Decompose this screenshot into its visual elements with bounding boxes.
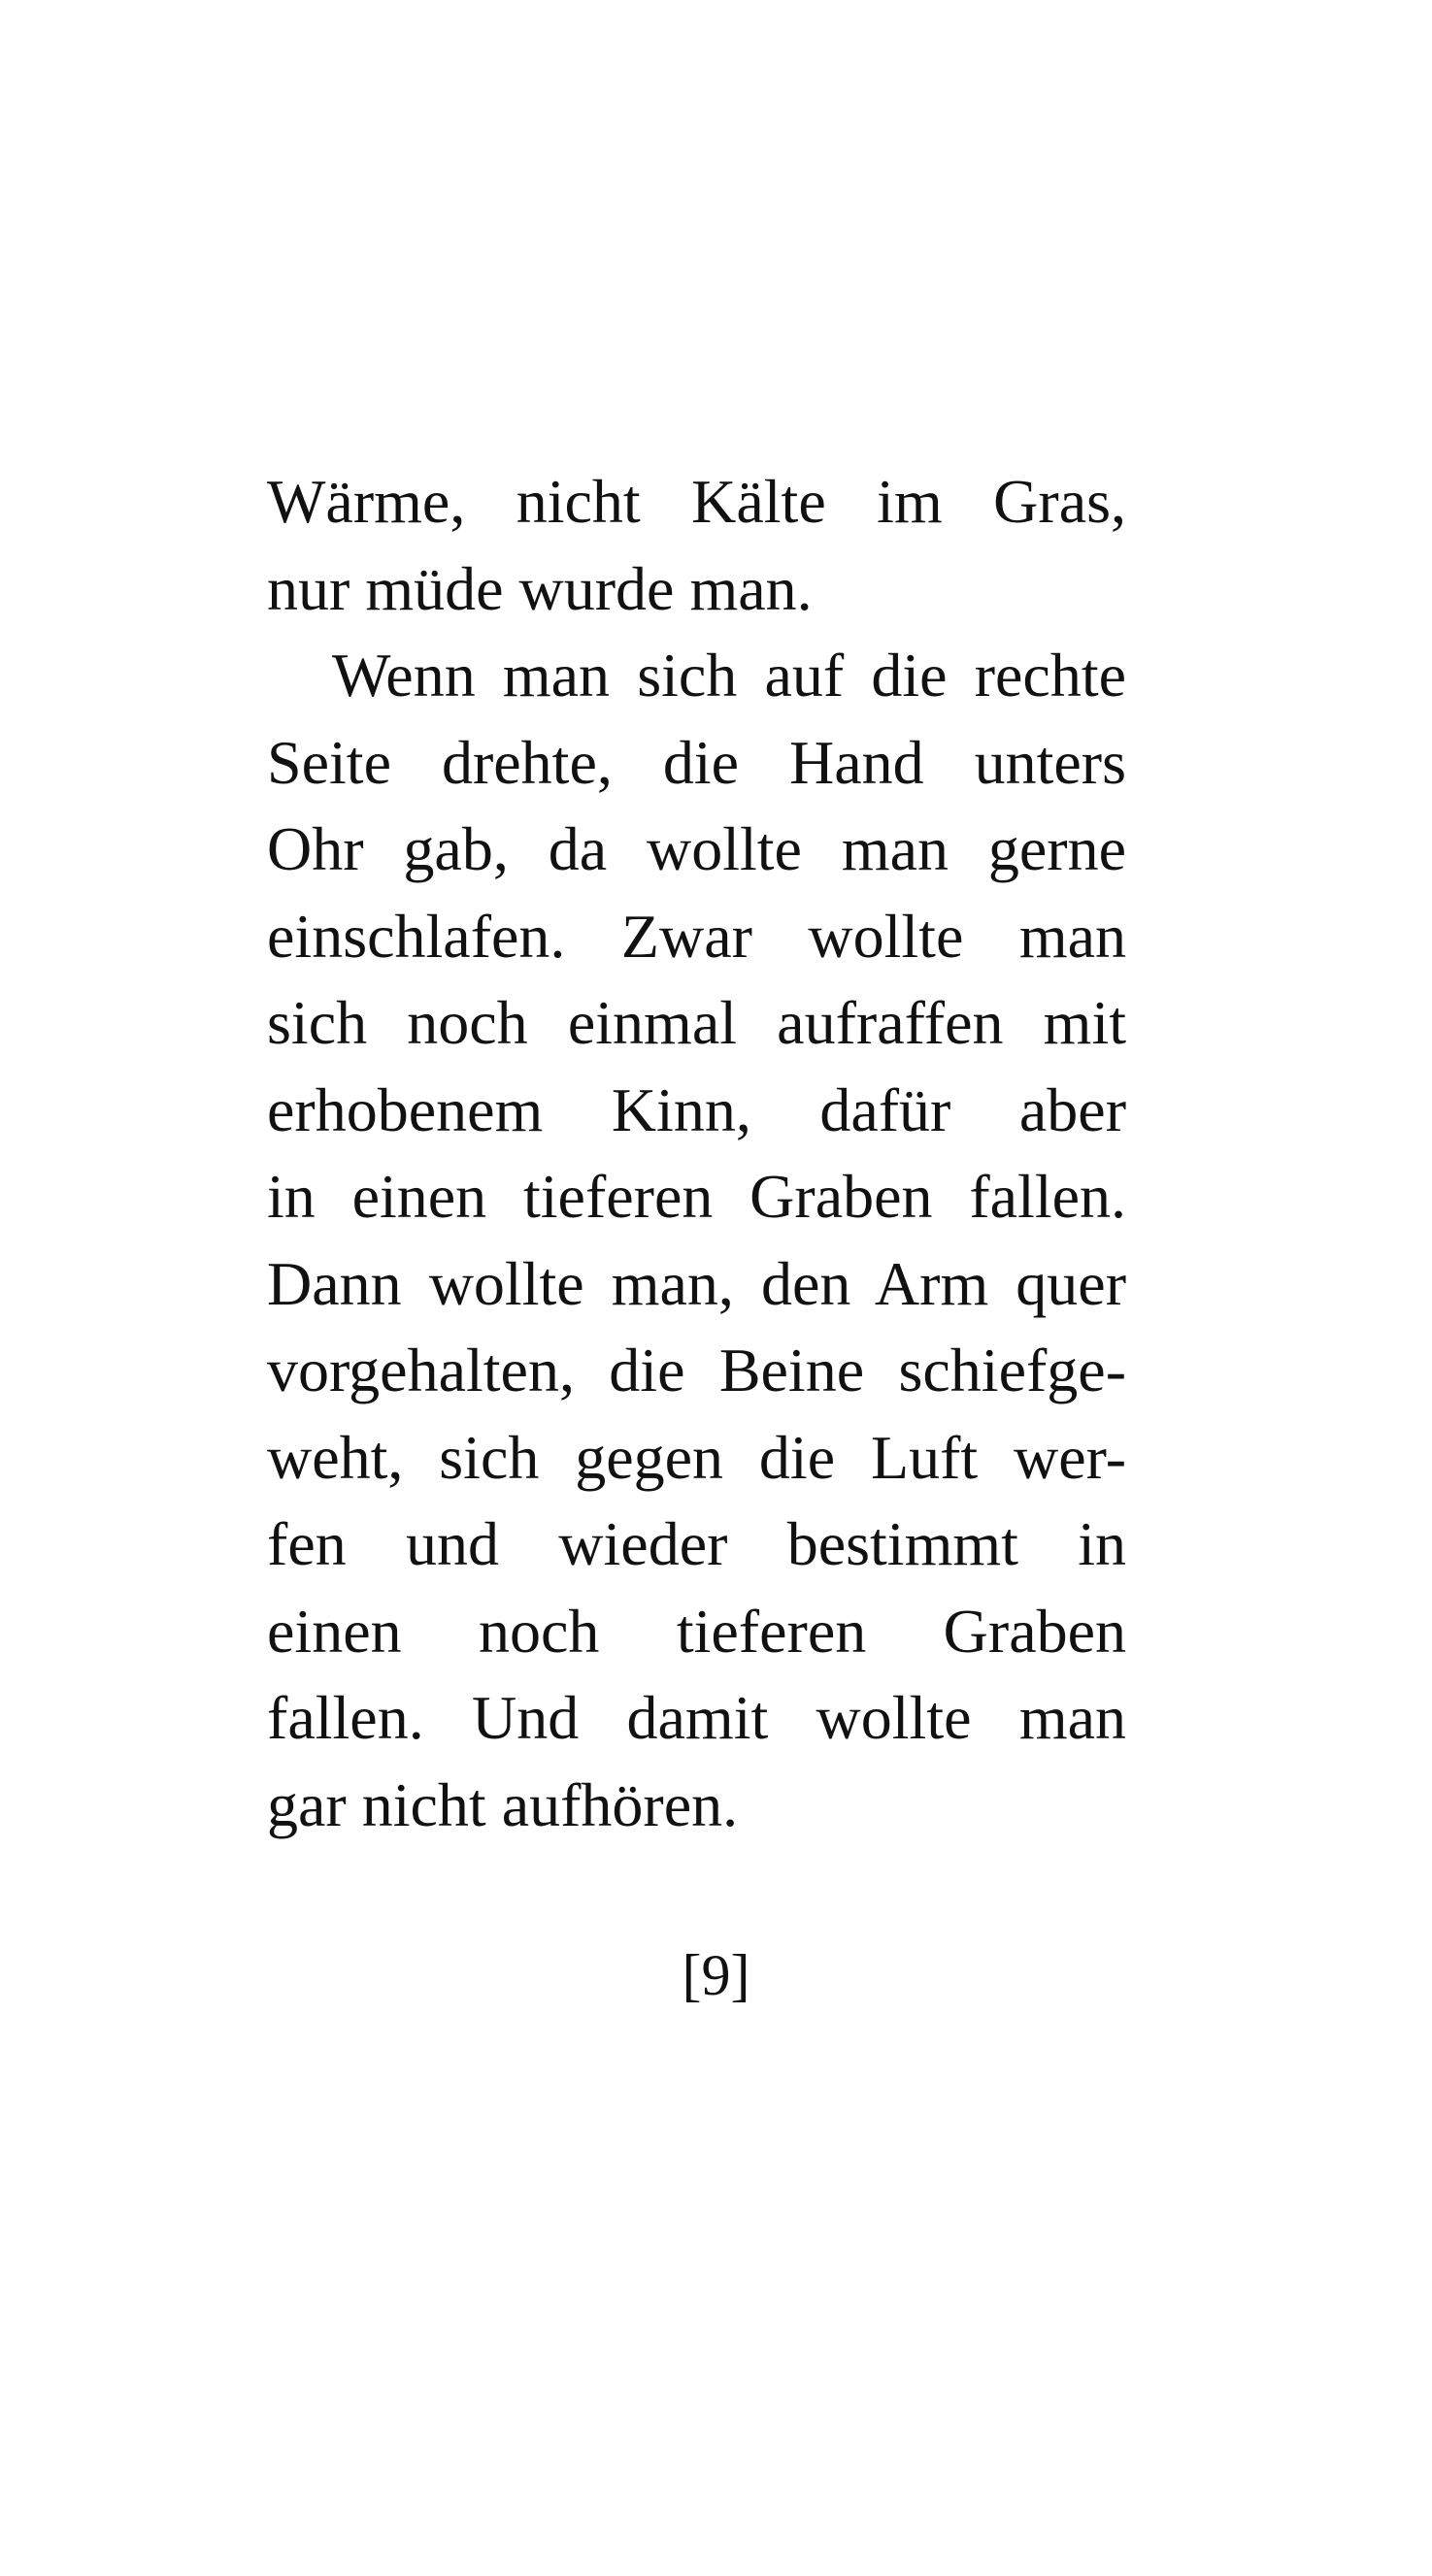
text-line: in einen tieferen Graben fallen.	[267, 1162, 1126, 1231]
text-line: nur müde wurde man.	[267, 553, 813, 623]
text-line: einen noch tieferen Graben	[267, 1596, 1126, 1666]
body-text	[267, 458, 1126, 1848]
text-line: Dann wollte man, den Arm quer	[267, 1248, 1126, 1318]
text-line: gar nicht aufhören.	[267, 1769, 739, 1839]
page-number: [9]	[682, 1943, 750, 2007]
text-line: Wenn man sich auf die rechte	[332, 641, 1126, 710]
text-line: Ohr gab, da wollte man gerne	[267, 814, 1126, 883]
text-line: fallen. Und damit wollte man	[267, 1683, 1126, 1752]
text-line: Seite drehte, die Hand unters	[267, 727, 1126, 797]
text-line: Wärme, nicht Kälte im Gras,	[267, 467, 1126, 536]
text-line: sich noch einmal aufraffen mit	[267, 988, 1126, 1057]
text-line: erhobenem Kinn, dafür aber	[267, 1074, 1126, 1144]
text-line: fen und wieder bestimmt in	[267, 1509, 1126, 1578]
text-line: vorgehalten, die Beine schiefge-	[267, 1336, 1126, 1404]
text-line: einschlafen. Zwar wollte man	[267, 901, 1126, 971]
text-line: weht, sich gegen die Luft wer-	[267, 1422, 1126, 1492]
